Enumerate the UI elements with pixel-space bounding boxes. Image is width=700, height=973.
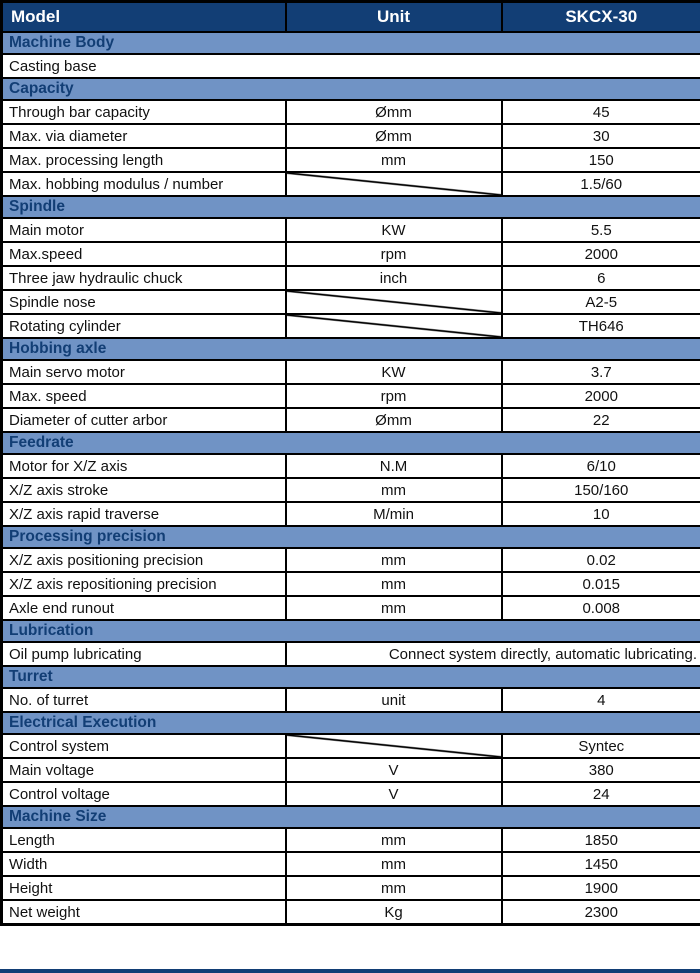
row-label: Max. speed: [2, 384, 286, 408]
merged-value-cell: Connect system directly, automatic lubricating.: [286, 642, 700, 666]
spec-row: [2, 596, 700, 620]
section-title: Electrical Execution: [2, 712, 700, 734]
value-cell: 0.008: [502, 596, 700, 620]
row-label: Control system: [2, 734, 286, 758]
row-label: Control voltage: [2, 782, 286, 806]
row-label: Height: [2, 876, 286, 900]
value-cell: 4: [502, 688, 700, 712]
value-cell: 2000: [502, 242, 700, 266]
diagonal-slash-cell: [286, 290, 502, 314]
spec-row: [2, 290, 700, 314]
unit-cell: mm: [286, 572, 502, 596]
column-header-skcx-30: SKCX-30: [502, 2, 700, 33]
unit-cell: KW: [286, 218, 502, 242]
section-title: Feedrate: [2, 432, 700, 454]
section-title: Capacity: [2, 78, 700, 100]
value-cell: 2300: [502, 900, 700, 925]
value-cell: Syntec: [502, 734, 700, 758]
row-label: Diameter of cutter arbor: [2, 408, 286, 432]
section-title: Machine Body: [2, 32, 700, 54]
spec-row: [2, 314, 700, 338]
row-label: Main voltage: [2, 758, 286, 782]
row-label: X/Z axis positioning precision: [2, 548, 286, 572]
spec-row: [2, 502, 700, 526]
unit-cell: mm: [286, 596, 502, 620]
value-cell: 24: [502, 782, 700, 806]
row-label: No. of turret: [2, 688, 286, 712]
spec-row: [2, 454, 700, 478]
unit-cell: Ømm: [286, 408, 502, 432]
row-label: X/Z axis repositioning precision: [2, 572, 286, 596]
unit-cell: Kg: [286, 900, 502, 925]
value-cell: 380: [502, 758, 700, 782]
value-cell: 0.02: [502, 548, 700, 572]
spec-row: [2, 758, 700, 782]
row-label: X/Z axis stroke: [2, 478, 286, 502]
column-header-unit: Unit: [286, 2, 502, 33]
unit-cell: M/min: [286, 502, 502, 526]
section-row: [2, 32, 700, 54]
spec-row: [2, 100, 700, 124]
section-title: Spindle: [2, 196, 700, 218]
unit-cell: inch: [286, 266, 502, 290]
row-label: Max. via diameter: [2, 124, 286, 148]
row-label: X/Z axis rapid traverse: [2, 502, 286, 526]
spec-row: [2, 172, 700, 196]
value-cell: 5.5: [502, 218, 700, 242]
row-label: Through bar capacity: [2, 100, 286, 124]
value-cell: 150/160: [502, 478, 700, 502]
unit-cell: N.M: [286, 454, 502, 478]
spec-row: [2, 360, 700, 384]
section-title: Processing precision: [2, 526, 700, 548]
spec-row: [2, 124, 700, 148]
row-label: Oil pump lubricating: [2, 642, 286, 666]
unit-cell: V: [286, 758, 502, 782]
spec-row: [2, 688, 700, 712]
spec-row: [2, 148, 700, 172]
row-label: Length: [2, 828, 286, 852]
value-cell: 2000: [502, 384, 700, 408]
row-label: Main servo motor: [2, 360, 286, 384]
row-label: Axle end runout: [2, 596, 286, 620]
row-label: Max. hobbing modulus / number: [2, 172, 286, 196]
row-label: Spindle nose: [2, 290, 286, 314]
value-cell: 45: [502, 100, 700, 124]
value-cell: 0.015: [502, 572, 700, 596]
table-header-row: [2, 2, 700, 33]
section-title: Machine Size: [2, 806, 700, 828]
spec-row: [2, 218, 700, 242]
unit-cell: rpm: [286, 242, 502, 266]
diagonal-slash-cell: [286, 172, 502, 196]
section-row: [2, 806, 700, 828]
section-row: [2, 666, 700, 688]
spec-row: [2, 408, 700, 432]
spec-row: [2, 642, 700, 666]
section-row: [2, 196, 700, 218]
section-title: Turret: [2, 666, 700, 688]
section-row: [2, 526, 700, 548]
unit-cell: mm: [286, 828, 502, 852]
section-row: [2, 432, 700, 454]
section-row: [2, 712, 700, 734]
spec-row: [2, 734, 700, 758]
value-cell: 30: [502, 124, 700, 148]
unit-cell: Ømm: [286, 124, 502, 148]
value-cell: 1.5/60: [502, 172, 700, 196]
spec-row: [2, 852, 700, 876]
spec-row: [2, 900, 700, 925]
value-cell: 10: [502, 502, 700, 526]
spec-row: [2, 876, 700, 900]
value-cell: 1850: [502, 828, 700, 852]
row-label: Width: [2, 852, 286, 876]
spec-row: [2, 478, 700, 502]
value-cell: A2-5: [502, 290, 700, 314]
spec-row: [2, 828, 700, 852]
spec-row: [2, 782, 700, 806]
column-header-model: Model: [2, 2, 286, 33]
diagonal-slash-cell: [286, 734, 502, 758]
row-label: Max. processing length: [2, 148, 286, 172]
row-label: Main motor: [2, 218, 286, 242]
value-cell: 150: [502, 148, 700, 172]
unit-cell: mm: [286, 548, 502, 572]
row-label: Three jaw hydraulic chuck: [2, 266, 286, 290]
value-cell: 1450: [502, 852, 700, 876]
value-cell: 6/10: [502, 454, 700, 478]
row-label: Casting base: [2, 54, 700, 78]
row-label: Net weight: [2, 900, 286, 925]
spec-row: [2, 54, 700, 78]
unit-cell: unit: [286, 688, 502, 712]
unit-cell: mm: [286, 852, 502, 876]
row-label: Rotating cylinder: [2, 314, 286, 338]
section-title: Hobbing axle: [2, 338, 700, 360]
value-cell: 6: [502, 266, 700, 290]
unit-cell: KW: [286, 360, 502, 384]
bottom-edge-bar: [0, 969, 700, 973]
value-cell: TH646: [502, 314, 700, 338]
value-cell: 22: [502, 408, 700, 432]
spec-row: [2, 384, 700, 408]
value-cell: 1900: [502, 876, 700, 900]
unit-cell: V: [286, 782, 502, 806]
value-cell: 3.7: [502, 360, 700, 384]
section-row: [2, 78, 700, 100]
row-label: Max.speed: [2, 242, 286, 266]
unit-cell: Ømm: [286, 100, 502, 124]
unit-cell: mm: [286, 478, 502, 502]
unit-cell: mm: [286, 148, 502, 172]
row-label: Motor for X/Z axis: [2, 454, 286, 478]
unit-cell: rpm: [286, 384, 502, 408]
section-row: [2, 620, 700, 642]
spec-row: [2, 242, 700, 266]
section-title: Lubrication: [2, 620, 700, 642]
diagonal-slash-cell: [286, 314, 502, 338]
unit-cell: mm: [286, 876, 502, 900]
spec-row: [2, 548, 700, 572]
spec-row: [2, 572, 700, 596]
spec-row: [2, 266, 700, 290]
section-row: [2, 338, 700, 360]
